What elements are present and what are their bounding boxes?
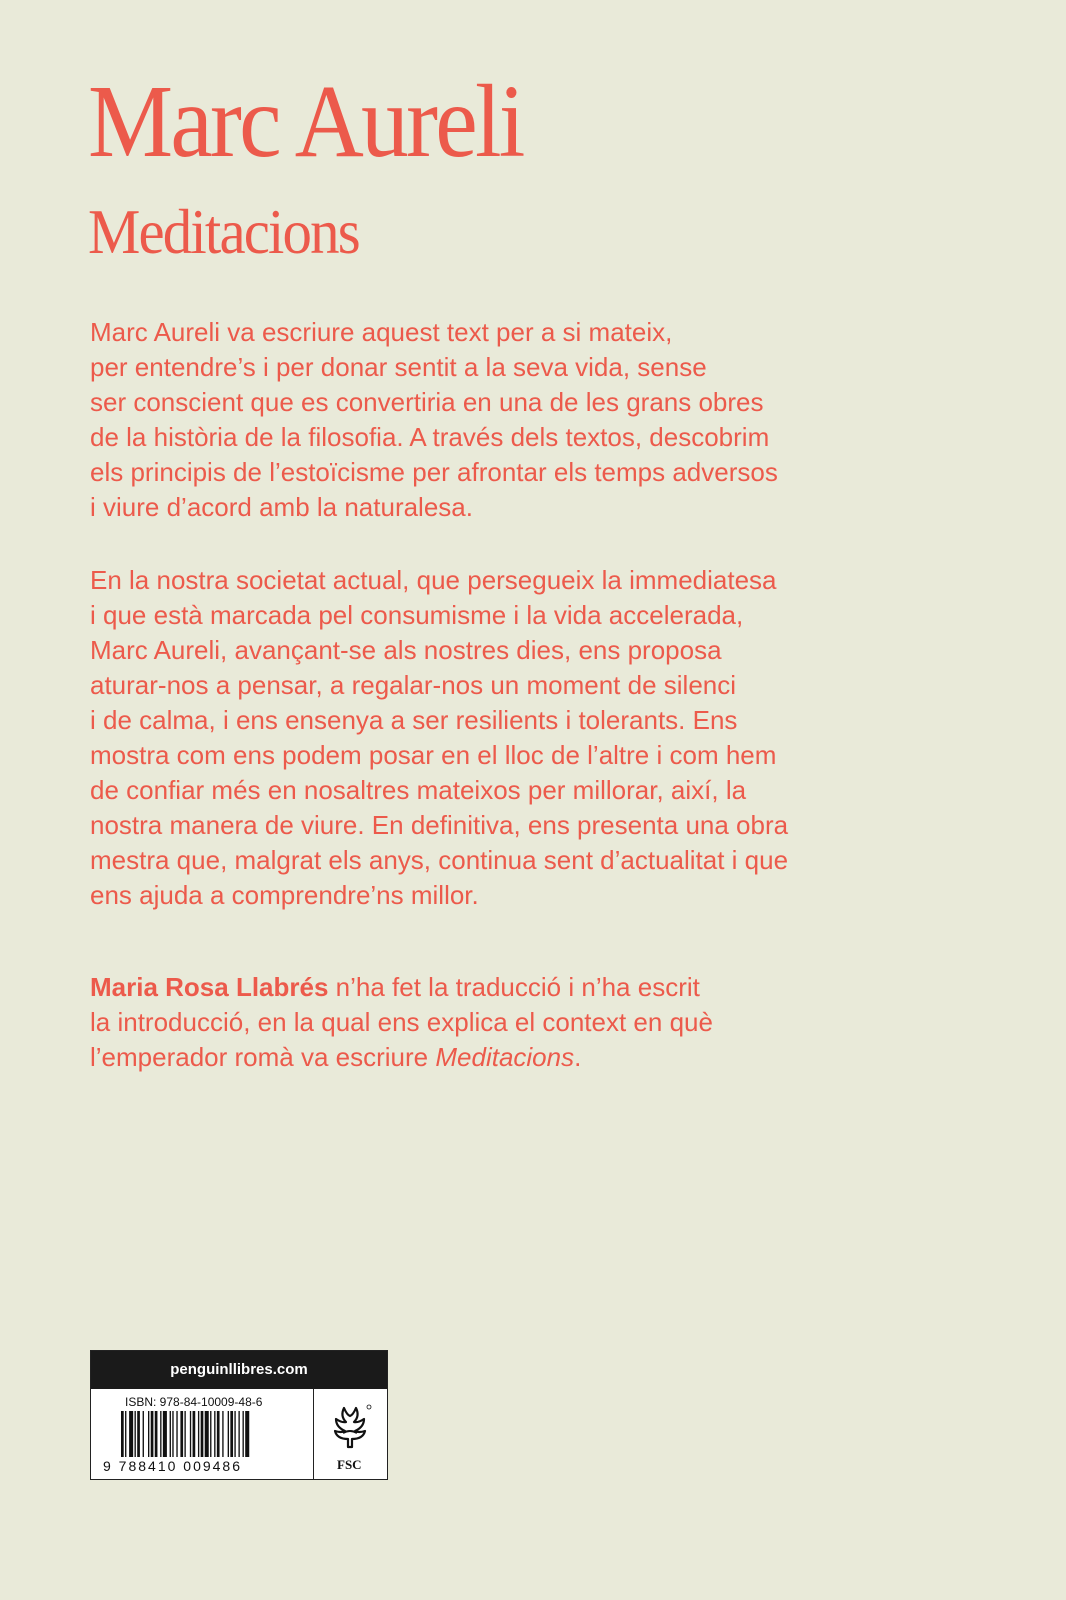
fsc-label: FSC	[337, 1457, 362, 1472]
blurb-line: i que està marcada pel consumisme i la vida accelerada,	[90, 600, 744, 630]
barcode-bar	[129, 1411, 133, 1457]
blurb-line: nostra manera de viure. En definitiva, ens presenta una obra	[90, 810, 789, 840]
barcode-bar	[228, 1411, 229, 1457]
publisher-website: penguinllibres.com	[91, 1351, 387, 1389]
author-name: Marc Aureli	[88, 64, 523, 179]
translator-line-3	[90, 1040, 850, 1075]
barcode-bar	[198, 1411, 199, 1457]
barcode-bar	[184, 1411, 185, 1457]
barcode-bar	[137, 1411, 140, 1457]
barcode-bar	[214, 1411, 215, 1457]
blurb-line: de la història de la filosofia. A través dels textos, descobrim	[90, 422, 770, 452]
translator-line-1	[90, 970, 850, 1005]
barcode-bar	[135, 1411, 136, 1457]
barcode-icon	[121, 1411, 301, 1459]
blurb-line: de confiar més en nosaltres mateixos per millorar, així, la	[90, 775, 747, 805]
barcode-bar	[121, 1411, 124, 1457]
barcode-bar	[193, 1411, 196, 1457]
translator-line-3-end: .	[574, 1042, 582, 1072]
isbn-block	[90, 1350, 388, 1480]
barcode-bar	[210, 1411, 211, 1457]
barcode-bar	[143, 1411, 144, 1457]
barcode-bar	[190, 1411, 191, 1457]
barcode-bar	[217, 1411, 220, 1457]
blurb-line: ens ajuda a comprendre’ns millor.	[90, 880, 479, 910]
fsc-tree-icon	[327, 1403, 373, 1453]
translator-line-3-start: l’emperador romà va escriure	[90, 1042, 436, 1072]
barcode-bar	[243, 1411, 244, 1457]
translator-line-2: la introducció, en la qual ens explica el context en què	[90, 1007, 713, 1037]
barcode-bar	[180, 1411, 183, 1457]
barcode-bar	[151, 1411, 154, 1457]
isbn-label: ISBN: 978-84-10009-48-6	[125, 1395, 263, 1409]
barcode-bar	[163, 1411, 167, 1457]
blurb-paragraph-2	[90, 563, 850, 913]
blurb-line: mostra com ens podem posar en el lloc de l’altre i com hem	[90, 740, 777, 770]
blurb-line: Marc Aureli va escriure aquest text per a si mateix,	[90, 317, 673, 347]
translator-name: Maria Rosa Llabrés	[90, 972, 329, 1002]
blurb-paragraph-1	[90, 315, 850, 525]
barcode-bar	[230, 1411, 233, 1457]
blurb-line: ser conscient que es convertiria en una de les grans obres	[90, 387, 764, 417]
blurb-line: i viure d’acord amb la naturalesa.	[90, 492, 473, 522]
book-title-inline: Meditacions	[435, 1042, 575, 1072]
barcode-bar	[201, 1411, 204, 1457]
barcode-bar	[125, 1411, 126, 1457]
blurb-line: per entendre’s i per donar sentit a la seva vida, sense	[90, 352, 707, 382]
barcode-digits: 9 788410 009486	[103, 1458, 242, 1474]
barcode-bar	[172, 1411, 173, 1457]
barcode-bar	[176, 1411, 177, 1457]
barcode-bar	[238, 1411, 239, 1457]
blurb-line: Marc Aureli, avançant-se als nostres dies, ens proposa	[90, 635, 722, 665]
barcode-bar	[245, 1411, 249, 1457]
isbn-divider	[313, 1389, 314, 1480]
translator-line-1-rest: n’ha fet la traducció i n’ha escrit	[328, 972, 700, 1002]
blurb-line: En la nostra societat actual, que persegueix la immediatesa	[90, 565, 777, 595]
book-title: Meditacions	[88, 196, 359, 267]
barcode-bar	[170, 1411, 171, 1457]
barcode-bar	[222, 1411, 223, 1457]
blurb-line: i de calma, i ens ensenya a ser resilients i tolerants. Ens	[90, 705, 738, 735]
translator-paragraph	[90, 970, 850, 1075]
barcode-bar	[234, 1411, 235, 1457]
blurb-line: els principis de l’estoïcisme per afrontar els temps adversos	[90, 457, 778, 487]
blurb-line: aturar-nos a pensar, a regalar-nos un moment de silenci	[90, 670, 737, 700]
blurb-line: mestra que, malgrat els anys, continua sent d’actualitat i que	[90, 845, 789, 875]
barcode-bar	[205, 1411, 209, 1457]
barcode-bar	[160, 1411, 161, 1457]
barcode-bar	[155, 1411, 158, 1457]
barcode-bar	[148, 1411, 149, 1457]
